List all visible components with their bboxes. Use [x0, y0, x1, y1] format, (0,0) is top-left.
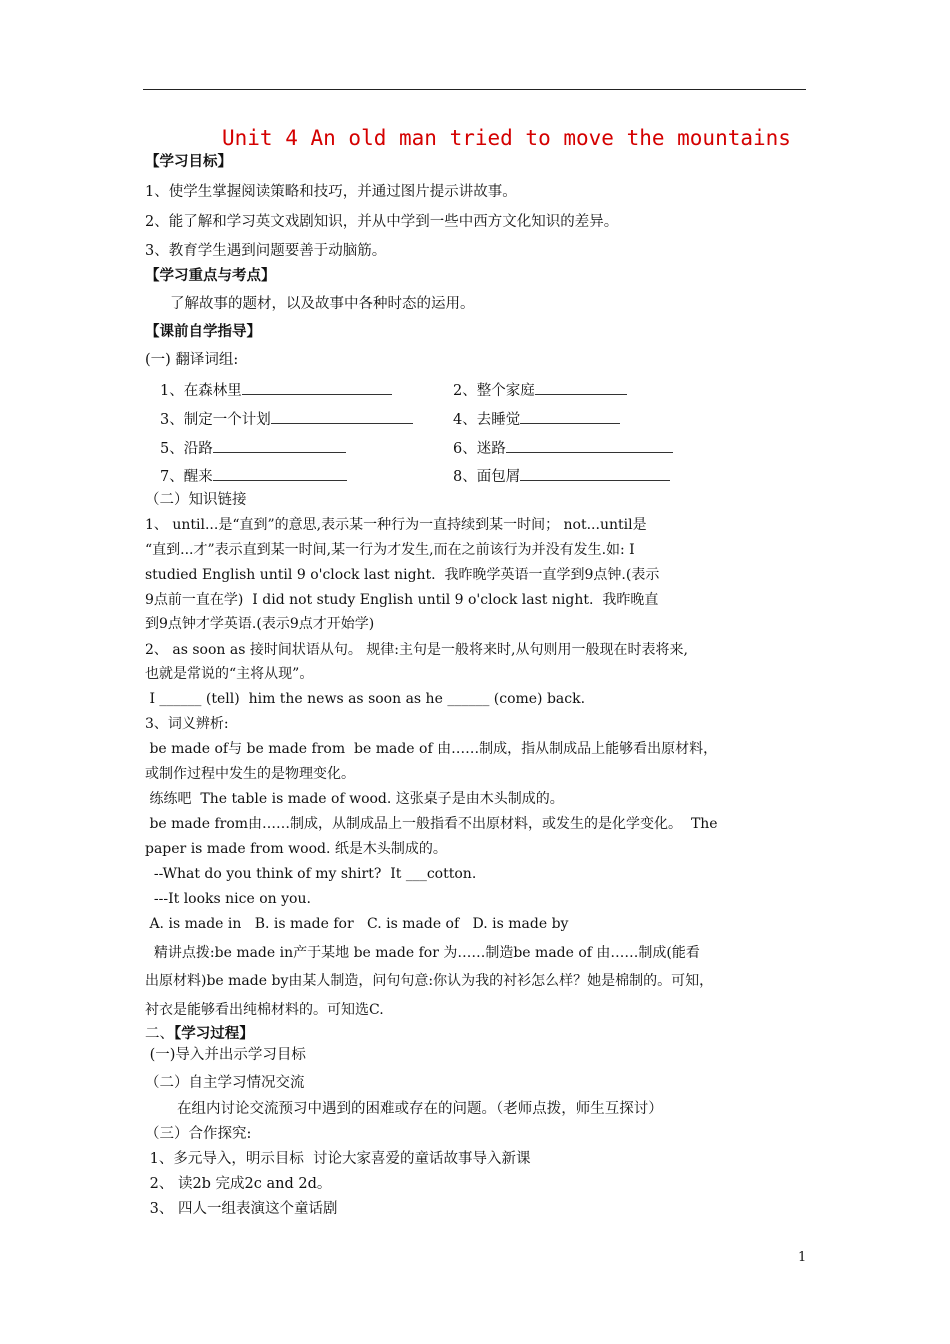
answer-blank[interactable]: [213, 438, 346, 453]
page-number: 1: [798, 1250, 807, 1265]
section-heading-self-study: 【课前自学指导】: [145, 323, 261, 340]
knowledge-line: studied English until 9 o'clock last night. 我昨晚学英语一直学到9点钟.(表示: [145, 567, 660, 583]
phrase-item: 6、迷路: [453, 438, 673, 459]
exercise-options: A. is made in B. is made for C. is made of D. is made by: [145, 916, 569, 932]
knowledge-line: be made from由……制成，从制成品上一般指看不出原材料，或发生的是化学变化。 The: [145, 816, 718, 832]
knowledge-line: 3、词义辨析:: [145, 716, 229, 732]
answer-blank[interactable]: [506, 438, 673, 453]
knowledge-line: paper is made from wood. 纸是木头制成的。: [145, 841, 447, 857]
phrase-item: 2、整个家庭: [453, 380, 627, 401]
section-heading-process: 二、【学习过程】: [145, 1025, 254, 1042]
explain-line: 精讲点拨:be made in产于某地 be made for 为……制造be made of 由……制成(能看: [145, 945, 700, 961]
knowledge-line: 2、 as soon as 接时间状语从句。 规律:主句是一般将来时,从句则用一般现在时表将来,: [145, 642, 688, 658]
explain-line: 衬衣是能够看出纯棉材料的。可知选C.: [145, 1002, 384, 1018]
answer-blank[interactable]: [535, 380, 627, 395]
focus-text: 了解故事的题材，以及故事中各种时态的运用。: [170, 296, 475, 312]
knowledge-line: 也就是常说的“主将从现”。: [145, 666, 314, 682]
process-item: （三）合作探究:: [145, 1126, 252, 1142]
knowledge-line: 9点前一直在学) I did not study English until 9 o'clock last night. 我昨晚直: [145, 592, 659, 608]
phrase-item: 8、面包屑: [453, 466, 670, 487]
phrase-item: 3、制定一个计划: [160, 409, 413, 430]
phrase-item: 7、醒来: [160, 466, 347, 487]
knowledge-line: 1、 until...是“直到”的意思,表示某一种行为一直持续到某一时间； not...until是: [145, 517, 647, 533]
phrase-item: 1、在森林里: [160, 380, 392, 401]
knowledge-line: “直到...才”表示直到某一时间,某一行为才发生,而在之前该行为并没有发生.如: I: [145, 542, 635, 558]
knowledge-line: be made of与 be made from be made of 由……制成，指从制成品上能够看出原材料，: [145, 741, 718, 757]
header-rule: [143, 89, 806, 90]
process-step: 1、多元导入，明示目标 讨论大家喜爱的童话故事导入新课: [145, 1151, 531, 1167]
knowledge-line: 到9点钟才学英语.(表示9点才开始学): [145, 616, 375, 632]
goal-item: 1、使学生掌握阅读策略和技巧，并通过图片提示讲故事。: [145, 184, 517, 200]
goal-item: 2、能了解和学习英文戏剧知识，并从中学到一些中西方文化知识的差异。: [145, 214, 619, 230]
subheading-translate: (一) 翻译词组:: [145, 352, 239, 368]
answer-blank[interactable]: [213, 466, 347, 481]
process-item: （二）自主学习情况交流: [145, 1075, 305, 1091]
explain-line: 出原材料)be made by由某人制造，问句句意:你认为我的衬衫怎么样？她是棉制的。可知，: [145, 973, 714, 989]
answer-blank[interactable]: [520, 466, 670, 481]
exercise-line: --What do you think of my shirt? It ___cotton.: [145, 866, 477, 882]
knowledge-line: 或制作过程中发生的是物理变化。: [145, 766, 355, 782]
section-heading-focus: 【学习重点与考点】: [145, 267, 276, 284]
subheading-knowledge: （二）知识链接: [145, 492, 247, 508]
goal-item: 3、教育学生遇到问题要善于动脑筋。: [145, 243, 387, 259]
answer-blank[interactable]: [520, 409, 620, 424]
phrase-item: 5、沿路: [160, 438, 346, 459]
answer-blank[interactable]: [271, 409, 413, 424]
answer-blank[interactable]: [242, 380, 392, 395]
document-title: Unit 4 An old man tried to move the mountains: [222, 126, 791, 150]
section-heading-goals: 【学习目标】: [145, 153, 232, 170]
phrase-item: 4、去睡觉: [453, 409, 620, 430]
process-step: 3、 四人一组表演这个童话剧: [145, 1201, 338, 1217]
process-item: (一)导入并出示学习目标: [145, 1047, 306, 1063]
exercise-line: I ______ (tell) him the news as soon as he ______ (come) back.: [145, 691, 586, 707]
process-step: 2、 读2b 完成2c and 2d。: [145, 1176, 332, 1192]
knowledge-line: 练练吧 The table is made of wood. 这张桌子是由木头制成的。: [145, 791, 564, 807]
process-text: 在组内讨论交流预习中遇到的困难或存在的问题。（老师点拨，师生互探讨）: [177, 1101, 663, 1117]
exercise-line: ---It looks nice on you.: [145, 891, 311, 907]
